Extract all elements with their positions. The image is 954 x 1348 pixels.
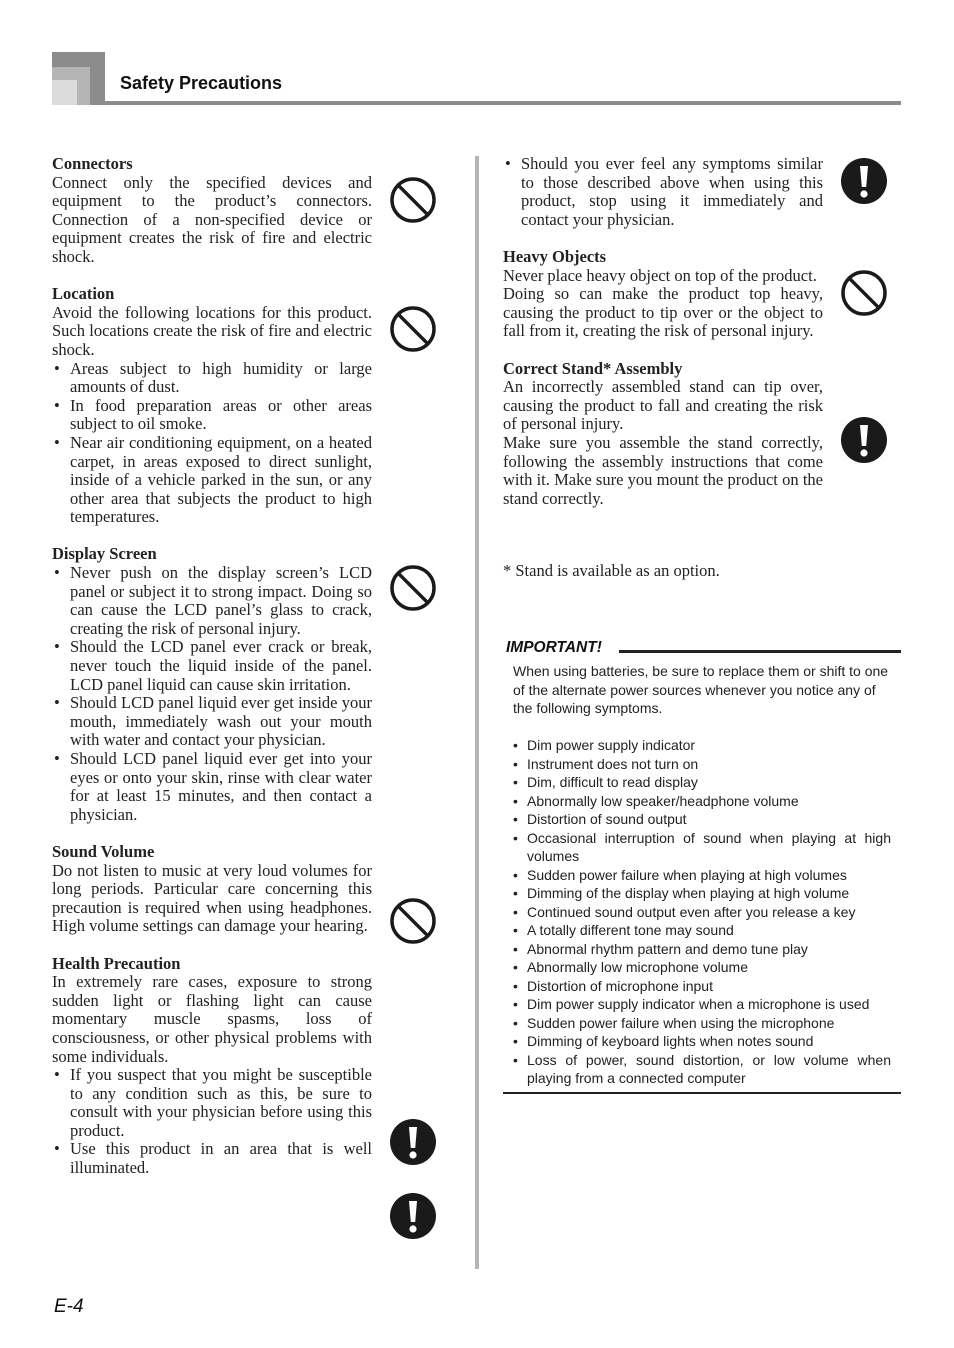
list-item: • Distortion of microphone input — [513, 977, 891, 996]
symptom-list — [513, 736, 891, 1088]
left-column — [52, 155, 372, 1196]
list-item: • Dimming of the display when playing at high volume — [513, 884, 891, 903]
section-body: An incorrectly assembled stand can tip over, causing the product to fall and creating the risk of personal injury. — [503, 377, 823, 434]
list-item: • Should LCD panel liquid ever get into your eyes or onto your skin, rinse with clear water for at least 15 minutes, and then contact a physician. — [52, 750, 372, 824]
list-item: • Should the LCD panel ever crack or break, never touch the liquid inside of the panel. LCD panel liquid can cause skin irritation. — [52, 638, 372, 694]
list-item: • Loss of power, sound distortion, or low volume when playing from a connected computer — [513, 1051, 891, 1088]
section-location — [52, 285, 372, 527]
mandatory-icon — [389, 1118, 437, 1166]
section-stand-assembly — [503, 360, 823, 509]
list-item: • Continued sound output even after you release a key — [513, 903, 891, 922]
bullet-list — [503, 155, 823, 229]
important-rule-bottom — [503, 1092, 901, 1094]
section-heading: Display Screen — [52, 544, 157, 564]
bullet-list — [52, 564, 372, 824]
section-body: Do not listen to music at very loud volumes for long periods. Particular care concerning this precaution is required when using headphones. High volume settings can damage your hearing. — [52, 860, 372, 936]
section-heading: Correct Stand* Assembly — [503, 358, 683, 378]
mandatory-icon — [840, 157, 888, 205]
list-item: • Dim, difficult to read display — [513, 773, 891, 792]
bullet-list — [52, 1066, 372, 1178]
section-body: Connect only the specified devices and equipment to the product’s connectors. Connection of a non-specified device or equipment creates the risk of fire and electric shock. — [52, 172, 372, 266]
prohibition-icon — [389, 564, 437, 612]
list-item: • Never push on the display screen’s LCD panel or subject it to strong impact. Doing so can cause the LCD panel’s glass to crack, creating the risk of personal injury. — [52, 564, 372, 638]
footnote: * Stand is available as an option. — [503, 561, 720, 580]
list-item: • Occasional interruption of sound when playing at high volumes — [513, 829, 891, 866]
list-item: • Near air conditioning equipment, on a heated carpet, in areas exposed to direct sunlight, inside of a vehicle parked in the sun, or any other area that subjects the product to high temperatures. — [52, 434, 372, 527]
list-item: • Dimming of keyboard lights when notes sound — [513, 1032, 891, 1051]
column-divider — [475, 156, 479, 1269]
list-item: • A totally different tone may sound — [513, 921, 891, 940]
important-label: IMPORTANT! — [506, 639, 602, 656]
section-symptoms — [503, 155, 823, 229]
important-rule-top — [619, 650, 901, 653]
list-item: • If you suspect that you might be susceptible to any condition such as this, be sure to consult with your physician before using this product. — [52, 1066, 372, 1140]
list-item: • Abnormal rhythm pattern and demo tune play — [513, 940, 891, 959]
section-heading: Connectors — [52, 154, 133, 173]
page-number: E-4 — [54, 1296, 84, 1317]
list-item: • Sudden power failure when playing at high volumes — [513, 866, 891, 885]
section-connectors — [52, 155, 372, 267]
list-item: • Sudden power failure when using the microphone — [513, 1014, 891, 1033]
section-body: Doing so can make the product top heavy, causing the product to tip over or the object to fall from it, creating the risk of personal injury. — [503, 284, 823, 341]
important-intro: When using batteries, be sure to replace them or shift to one of the alternate power sources whenever you notice any of the following symptoms. — [513, 663, 889, 716]
prohibition-icon — [389, 176, 437, 224]
list-item: • Dim power supply indicator — [513, 736, 891, 755]
prohibition-icon — [389, 897, 437, 945]
section-health-precaution — [52, 955, 372, 1178]
list-item: • Abnormally low microphone volume — [513, 958, 891, 977]
header-decoration-light — [52, 80, 77, 105]
page-title: Safety Precautions — [120, 73, 283, 93]
section-body: Make sure you assemble the stand correctly, following the assembly instructions that come with it. Make sure you mount the product on the stand correctly. — [503, 432, 823, 508]
section-display-screen — [52, 545, 372, 824]
list-item: • Abnormally low speaker/headphone volume — [513, 792, 891, 811]
prohibition-icon — [389, 305, 437, 353]
section-heading: Sound Volume — [52, 841, 155, 861]
mandatory-icon — [389, 1192, 437, 1240]
section-heading: Health Precaution — [52, 953, 181, 973]
bullet-list — [52, 360, 372, 527]
section-body: In extremely rare cases, exposure to strong sudden light or flashing light can cause momentary muscle spasms, loss of consciousness, or other physical problems with some individuals. — [52, 972, 372, 1066]
list-item: • Distortion of sound output — [513, 810, 891, 829]
list-item: • Instrument does not turn on — [513, 755, 891, 774]
important-notice — [513, 662, 891, 1088]
list-item: • Should you ever feel any symptoms similar to those described above when using this product, stop using it immediately and contact your physician. — [503, 155, 823, 229]
right-column — [503, 155, 823, 527]
mandatory-icon — [840, 416, 888, 464]
section-heavy-objects — [503, 248, 823, 341]
prohibition-icon — [840, 269, 888, 317]
list-item: • Use this product in an area that is well illuminated. — [52, 1140, 372, 1177]
list-item: • Dim power supply indicator when a microphone is used — [513, 995, 891, 1014]
header-rule — [105, 101, 901, 105]
section-heading: Location — [52, 284, 115, 304]
section-sound-volume — [52, 843, 372, 936]
section-body: Never place heavy object on top of the product. — [503, 265, 817, 285]
list-item: • In food preparation areas or other areas subject to oil smoke. — [52, 397, 372, 434]
section-heading: Heavy Objects — [503, 246, 607, 266]
list-item: • Areas subject to high humidity or large amounts of dust. — [52, 360, 372, 397]
section-body: Avoid the following locations for this product. Such locations create the risk of fire and electric shock. — [52, 302, 372, 359]
list-item: • Should LCD panel liquid ever get inside your mouth, immediately wash out your mouth with water and contact your physician. — [52, 694, 372, 750]
